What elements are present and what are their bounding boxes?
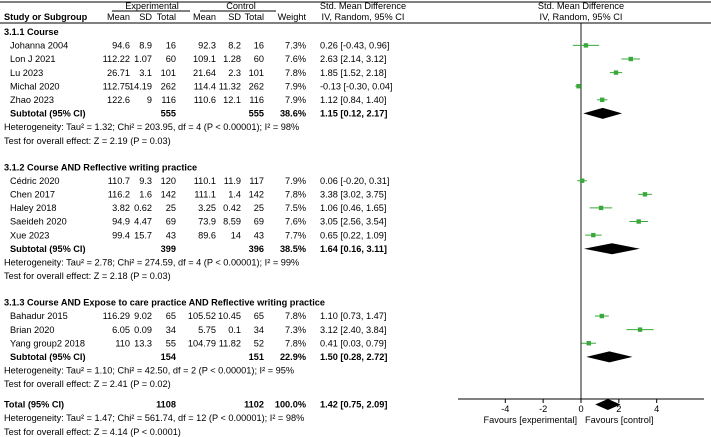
header-control: Control [226, 1, 256, 11]
study-c-total: 101 [248, 67, 264, 78]
study-e-total: 116 [161, 95, 176, 105]
subtotal-c-total: 396 [248, 243, 264, 254]
subtotal-weight: 38.6% [279, 108, 306, 119]
header-mean-e: Mean [107, 12, 130, 22]
header-experimental: Experimental [125, 1, 179, 11]
study-c-total: 52 [253, 338, 264, 349]
study-e-sd: 9.02 [134, 311, 152, 322]
study-weight: 7.7% [285, 230, 306, 241]
study-ci: 3.38 [3.02, 3.75] [320, 189, 387, 200]
study-point-marker [629, 57, 633, 61]
subtotal-c-total: 555 [248, 108, 264, 119]
subtotal-diamond [583, 108, 622, 119]
header-method-right: IV, Random, 95% CI [539, 12, 623, 22]
study-name: Yang group2 2018 [10, 338, 85, 349]
header-study: Study or Subgroup [4, 12, 88, 22]
study-c-sd: 11.9 [223, 175, 241, 186]
study-c-sd: 12.1 [223, 95, 241, 105]
header-sd-c: SD [228, 12, 241, 22]
study-e-total: 43 [165, 230, 176, 241]
study-c-mean: 111.1 [194, 189, 216, 200]
subtotal-diamond [586, 351, 632, 362]
study-e-total: 101 [160, 67, 176, 78]
study-c-sd: 0.1 [228, 324, 241, 335]
study-weight: 7.8% [285, 67, 306, 78]
subtotal-c-total: 151 [248, 352, 264, 363]
study-e-total: 25 [165, 203, 176, 214]
study-e-total: 262 [160, 81, 176, 92]
study-point-marker [600, 98, 604, 102]
study-e-mean: 26.71 [107, 67, 130, 78]
study-weight: 7.6% [285, 54, 306, 65]
study-point-marker [637, 219, 641, 223]
footer-heterogeneity: Heterogeneity: Tau² = 1.47; Chi² = 561.74, df = 12 (P < 0.00001); I² = 98% [4, 413, 305, 424]
study-e-mean: 110.7 [107, 175, 130, 186]
study-ci: 1.85 [1.52, 2.18] [320, 67, 387, 78]
subgroup-heterogeneity: Heterogeneity: Tau² = 2.78; Chi² = 274.59, df = 4 (P < 0.00001); I² = 99% [4, 257, 300, 268]
study-c-total: 16 [253, 40, 264, 51]
study-e-total: 142 [160, 189, 176, 200]
study-e-sd: 15.7 [134, 230, 152, 241]
study-e-mean: 116.29 [102, 311, 130, 322]
study-c-sd: 10.45 [218, 311, 241, 322]
study-name: Chen 2017 [10, 189, 55, 200]
study-ci: -0.13 [-0.30, 0.04] [320, 81, 393, 92]
study-ci: 1.10 [0.73, 1.47] [320, 311, 387, 322]
header-sd-e: SD [139, 12, 152, 22]
x-tick-label: -4 [501, 404, 510, 414]
study-point-marker [580, 179, 584, 183]
study-c-mean: 21.64 [193, 67, 216, 78]
study-weight: 7.9% [285, 95, 306, 105]
study-name: Cédric 2020 [10, 175, 60, 186]
study-e-sd: 0.62 [134, 203, 152, 214]
subtotal-label: Subtotal (95% CI) [10, 243, 86, 254]
study-c-total: 43 [253, 230, 264, 241]
study-name: Brian 2020 [10, 324, 55, 335]
x-tick-label: 4 [654, 404, 660, 414]
study-weight: 7.3% [285, 40, 306, 51]
study-ci: 0.41 [0.03, 0.79] [320, 338, 387, 349]
study-c-total: 262 [248, 81, 264, 92]
study-c-mean: 114.4 [193, 81, 216, 92]
header-total-e: Total [156, 12, 176, 22]
subtotal-ci: 1.64 [0.16, 3.11] [320, 243, 387, 254]
study-c-total: 142 [248, 189, 264, 200]
study-ci: 0.65 [0.22, 1.09] [320, 230, 387, 241]
study-e-total: 16 [165, 40, 176, 51]
subgroup-overall-effect: Test for overall effect: Z = 2.19 (P = 0.03) [4, 135, 171, 146]
subgroup-title: 3.1.3 Course AND Expose to care practice AND Reflective writing practice [4, 297, 325, 308]
favours-right-label: Favours [control] [585, 415, 654, 425]
study-c-sd: 11.82 [218, 338, 241, 349]
study-c-sd: 1.28 [223, 54, 241, 65]
study-c-total: 25 [253, 203, 264, 214]
subgroup-heterogeneity: Heterogeneity: Tau² = 1.32; Chi² = 203.95, df = 4 (P < 0.00001); I² = 98% [4, 122, 300, 133]
study-e-sd: 0.09 [134, 324, 152, 335]
study-name: Bahadur 2015 [10, 311, 68, 322]
footer-overall-effect: Test for overall effect: Z = 4.14 (P < 0.0001) [4, 426, 181, 437]
subgroup-overall-effect: Test for overall effect: Z = 2.41 (P = 0.02) [4, 379, 171, 390]
study-ci: 3.05 [2.56, 3.54] [320, 216, 387, 227]
study-e-mean: 112.22 [102, 54, 130, 65]
study-point-marker [584, 43, 588, 47]
study-e-sd: 8.9 [139, 40, 152, 51]
subtotal-e-total: 555 [160, 108, 176, 119]
study-e-mean: 94.6 [112, 40, 130, 51]
study-name: Lon J 2021 [10, 54, 56, 65]
study-weight: 7.8% [285, 338, 306, 349]
header-mean-c: Mean [193, 12, 216, 22]
subtotal-ci: 1.15 [0.12, 2.17] [320, 108, 388, 119]
study-weight: 7.3% [285, 324, 306, 335]
study-weight: 7.8% [285, 311, 306, 322]
header-weight: Weight [277, 12, 306, 22]
study-c-mean: 92.3 [198, 40, 216, 51]
total-e-total: 1108 [156, 399, 176, 410]
study-ci: 1.06 [0.46, 1.65] [320, 203, 387, 214]
study-c-mean: 104.79 [187, 338, 216, 349]
study-point-marker [600, 314, 604, 318]
study-point-marker [614, 70, 618, 74]
study-name: Lu 2023 [10, 67, 44, 78]
study-c-sd: 1.4 [228, 189, 241, 200]
study-e-total: 69 [165, 216, 176, 227]
study-c-sd: 11.32 [218, 81, 241, 92]
study-ci: 0.06 [-0.20, 0.31] [320, 175, 390, 186]
study-c-mean: 73.9 [198, 216, 216, 227]
study-weight: 7.8% [285, 189, 306, 200]
study-e-mean: 6.05 [112, 324, 130, 335]
subtotal-e-total: 154 [160, 352, 176, 363]
study-c-sd: 2.3 [228, 67, 241, 78]
study-name: Zhao 2023 [10, 95, 54, 105]
x-tick-label: 2 [616, 404, 622, 414]
subtotal-diamond [584, 243, 640, 254]
subgroup-heterogeneity: Heterogeneity: Tau² = 1.10; Chi² = 42.50, df = 2 (P < 0.00001); I² = 95% [4, 365, 295, 376]
study-name: Saeideh 2020 [10, 216, 67, 227]
study-e-mean: 112.75 [102, 81, 130, 92]
study-c-mean: 110.1 [193, 175, 216, 186]
study-e-sd: 3.1 [139, 67, 152, 78]
study-weight: 7.6% [285, 216, 306, 227]
study-e-total: 34 [165, 324, 176, 335]
subtotal-ci: 1.50 [0.28, 2.72] [320, 352, 388, 363]
study-name: Johanna 2004 [10, 40, 69, 51]
study-e-total: 60 [165, 54, 176, 65]
study-c-total: 117 [249, 175, 264, 186]
study-e-sd: 14.19 [129, 81, 152, 92]
study-point-marker [599, 206, 603, 210]
study-name: Xue 2023 [10, 230, 50, 241]
study-weight: 7.9% [285, 175, 306, 186]
x-tick-label: -2 [539, 404, 548, 414]
total-weight: 100.0% [274, 399, 306, 410]
study-point-marker [638, 327, 642, 331]
study-e-sd: 1.07 [134, 54, 152, 65]
study-c-total: 60 [253, 54, 264, 65]
total-ci: 1.42 [0.75, 2.09] [320, 399, 388, 410]
study-e-sd: 13.3 [134, 338, 152, 349]
subtotal-weight: 22.9% [279, 352, 306, 363]
subgroup-title: 3.1.1 Course [4, 27, 59, 37]
favours-left-label: Favours [experimental] [483, 415, 577, 425]
study-c-sd: 0.42 [223, 203, 241, 214]
subtotal-label: Subtotal (95% CI) [10, 108, 86, 119]
study-e-sd: 4.47 [134, 216, 152, 227]
study-ci: 1.12 [0.84, 1.40] [320, 95, 387, 105]
study-weight: 7.5% [285, 203, 306, 214]
study-ci: 0.26 [-0.43, 0.96] [320, 40, 390, 51]
subtotal-weight: 38.5% [279, 243, 306, 254]
study-c-sd: 8.2 [228, 40, 241, 51]
study-e-mean: 94.9 [112, 216, 130, 227]
study-e-mean: 116.2 [107, 189, 130, 200]
study-e-sd: 9 [146, 95, 152, 105]
study-point-marker [587, 341, 591, 345]
subgroup-title: 3.1.2 Course AND Reflective writing practice [4, 162, 198, 173]
study-c-mean: 105.52 [187, 311, 216, 322]
study-point-marker [591, 233, 595, 237]
study-name: Haley 2018 [10, 203, 57, 214]
study-e-sd: 9.3 [139, 175, 152, 186]
study-e-sd: 1.6 [139, 189, 152, 200]
study-c-mean: 110.6 [193, 95, 216, 105]
total-label: Total (95% CI) [4, 399, 65, 410]
study-c-mean: 5.75 [198, 324, 216, 335]
study-ci: 2.63 [2.14, 3.12] [320, 54, 387, 65]
header-total-c: Total [244, 12, 264, 22]
study-c-total: 116 [249, 95, 264, 105]
header-smd-title-right: Std. Mean Difference [537, 1, 625, 11]
study-weight: 7.9% [285, 81, 306, 92]
study-c-mean: 89.6 [198, 230, 216, 241]
study-name: Michal 2020 [10, 81, 60, 92]
study-e-total: 120 [160, 175, 176, 186]
study-e-mean: 122.6 [107, 95, 130, 105]
subtotal-label: Subtotal (95% CI) [10, 352, 86, 363]
study-e-mean: 99.4 [112, 230, 130, 241]
study-c-total: 65 [253, 311, 264, 322]
subgroup-overall-effect: Test for overall effect: Z = 2.18 (P = 0.03) [4, 271, 171, 282]
study-e-total: 55 [165, 338, 176, 349]
x-tick-label: 0 [578, 404, 584, 414]
study-e-total: 65 [165, 311, 176, 322]
study-c-sd: 8.59 [223, 216, 241, 227]
study-c-mean: 109.1 [193, 54, 216, 65]
header-method: IV, Random, 95% CI [321, 12, 405, 22]
study-c-sd: 14 [230, 230, 241, 241]
study-e-mean: 110 [115, 338, 130, 349]
study-e-mean: 3.82 [112, 203, 130, 214]
study-point-marker [643, 192, 647, 196]
study-c-mean: 3.25 [198, 203, 216, 214]
study-c-total: 69 [253, 216, 264, 227]
subtotal-e-total: 399 [160, 243, 176, 254]
study-point-marker [576, 84, 580, 88]
total-c-total: 1102 [244, 399, 264, 410]
header-smd-title: Std. Mean Difference [319, 1, 407, 11]
study-ci: 3.12 [2.40, 3.84] [320, 324, 387, 335]
study-c-total: 34 [253, 324, 264, 335]
